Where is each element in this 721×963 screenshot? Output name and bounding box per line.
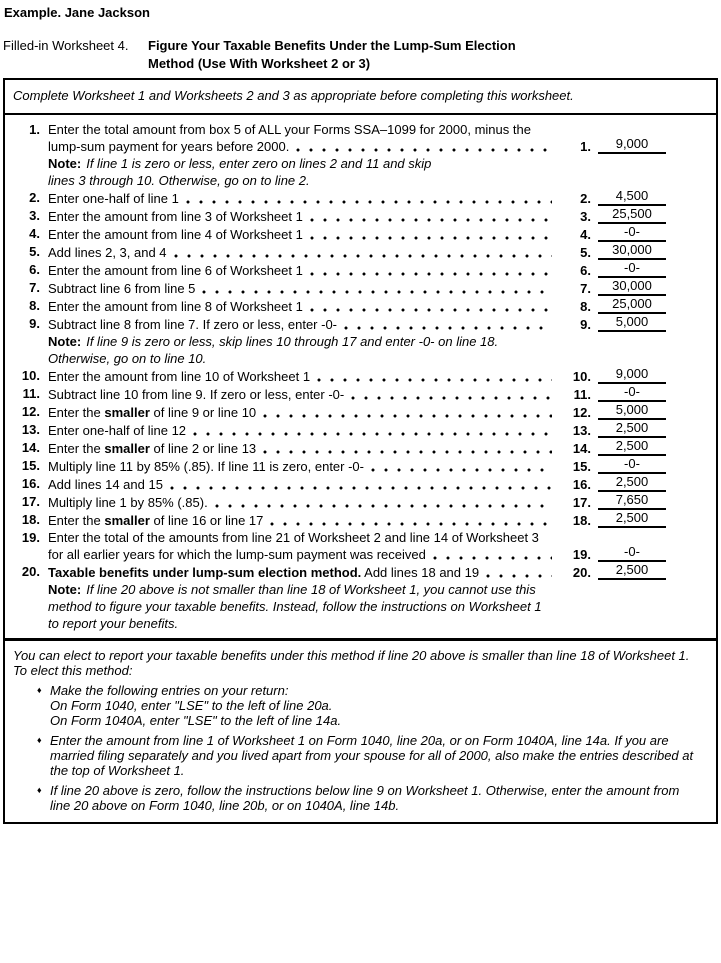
line-10-amount: 9,000 (598, 367, 666, 384)
text-segments (48, 121, 531, 138)
text-line (48, 422, 558, 439)
amount-line-number: 13. (572, 423, 591, 438)
election-intro-line1: You can elect to report your taxable benefits under this method if line 20 above is smaller than line 18 of Worksheet 1. (13, 648, 690, 663)
amount-line-number: 6. (580, 263, 591, 278)
worksheet-line-18 (5, 511, 716, 529)
text-segments (48, 208, 303, 225)
line-text (48, 226, 558, 243)
text-line (48, 298, 558, 315)
text-pre: Subtract line 6 from line 5 (48, 281, 196, 296)
text-bold: Taxable benefits under lump-sum election method. (48, 565, 362, 580)
amount-line-number: 3. (580, 209, 591, 224)
amount-group (558, 297, 673, 315)
worksheet-line-20 (5, 563, 716, 581)
bullet-text-line: If line 20 above is zero, follow the instructions below line 9 on Worksheet 1. Otherwise, enter the amount from (50, 783, 680, 798)
amount-group (558, 457, 673, 475)
text-segments (48, 244, 167, 261)
text-pre: Add lines 14 and 15 (48, 477, 163, 492)
dot-leader (170, 486, 552, 490)
text-segments (48, 422, 186, 439)
amount-group (558, 421, 673, 439)
amount-line-number: 9. (580, 317, 591, 332)
note-label: Note: (48, 156, 82, 171)
amount-line-number: 5. (580, 245, 591, 260)
text-segments (48, 386, 344, 403)
line-text (48, 529, 558, 563)
text-line (48, 529, 558, 546)
amount-line-number: 10. (572, 369, 591, 384)
line-text (48, 386, 558, 403)
text-segments (48, 529, 539, 546)
line-3-amount: 25,500 (598, 207, 666, 224)
line-12-amount: 5,000 (598, 403, 666, 420)
dot-leader (193, 432, 552, 436)
line-20-amount: 2,500 (598, 563, 666, 580)
note-line (48, 155, 716, 172)
text-post: Add lines 18 and 19 (361, 565, 480, 580)
dot-leader (202, 290, 552, 294)
text-post: of line 2 or line 13 (149, 441, 257, 456)
text-pre: Subtract line 10 from line 9. If zero or less, enter -0- (48, 387, 345, 402)
note-italic-text: If line 1 is zero or less, enter zero on lines 2 and 11 and skip (86, 156, 432, 171)
line-number: 13. (21, 422, 40, 437)
line-4-amount: -0- (598, 225, 666, 242)
line-text (48, 458, 558, 475)
text-segments (48, 494, 208, 511)
amount-group (558, 493, 673, 511)
line-number: 4. (29, 226, 40, 241)
line-text (48, 190, 558, 207)
note-italic-text: If line 9 is zero or less, skip lines 10 through 17 and enter -0- on line 18. (86, 334, 499, 349)
dot-leader (433, 556, 552, 560)
worksheet-title-line1: Figure Your Taxable Benefits Under the Lump-Sum Election (148, 38, 516, 53)
amount-group (558, 563, 673, 581)
amount-group (558, 225, 673, 243)
note-text (48, 155, 716, 189)
line-text (48, 404, 558, 421)
text-line (48, 564, 558, 581)
amount-line-number: 12. (572, 405, 591, 420)
line-text (48, 262, 558, 279)
text-pre: Multiply line 1 by 85% (.85). (48, 495, 208, 510)
text-segments (48, 226, 303, 243)
text-pre: Enter the total amount from box 5 of ALL your Forms SSA–1099 for 2000, minus the (48, 122, 531, 137)
election-bullet (13, 783, 708, 813)
line-11-amount: -0- (598, 385, 666, 402)
bullet-diamond-icon: ♦ (37, 735, 42, 745)
amount-line-number: 7. (580, 281, 591, 296)
worksheet-line-12 (5, 403, 716, 421)
text-line (48, 546, 558, 563)
text-pre: Enter the amount from line 8 of Worksheet 1 (48, 299, 303, 314)
note-label: Note: (48, 334, 82, 349)
amount-line-number: 16. (572, 477, 591, 492)
worksheet-title-line2: Method (Use With Worksheet 2 or 3) (148, 56, 371, 71)
text-pre: Enter the amount from line 4 of Worksheet 1 (48, 227, 303, 242)
amount-line-number: 20. (572, 565, 591, 580)
note-line (48, 598, 716, 615)
amount-group (558, 439, 673, 457)
text-segments (48, 458, 364, 475)
line-17-amount: 7,650 (598, 493, 666, 510)
worksheet-note (5, 333, 716, 367)
dot-leader (310, 218, 552, 222)
worksheet-line-9 (5, 315, 716, 333)
text-line (48, 121, 558, 138)
text-pre: Multiply line 11 by 85% (.85). If line 11 is zero, enter -0- (48, 459, 364, 474)
election-intro-line2: To elect this method: (13, 663, 133, 678)
text-pre: for all earlier years for which the lump-sum payment was received (48, 547, 426, 562)
line-19-amount: -0- (598, 545, 666, 562)
worksheet-line-15 (5, 457, 716, 475)
line-6-amount: -0- (598, 261, 666, 278)
worksheet-rows (5, 115, 716, 641)
line-number: 16. (21, 476, 40, 491)
line-text (48, 440, 558, 457)
text-pre: Subtract line 8 from line 7. If zero or less, enter -0- (48, 317, 338, 332)
line-number: 2. (29, 190, 40, 205)
example-heading: Example. Jane Jackson (4, 5, 150, 20)
election-bullet (13, 683, 708, 728)
text-segments (48, 564, 479, 581)
line-9-amount: 5,000 (598, 315, 666, 332)
text-pre: lump-sum payment for years before 2000. (48, 139, 290, 154)
text-line (48, 262, 558, 279)
text-post: of line 16 or line 17 (149, 513, 264, 528)
dot-leader (310, 272, 552, 276)
bullet-text-line: married filing separately and you lived apart from your spouse for all of 2000, also make the entries described at (50, 748, 694, 763)
text-bold: smaller (104, 405, 150, 420)
line-number: 20. (21, 564, 40, 579)
text-line (48, 244, 558, 261)
line-number: 11. (22, 386, 40, 401)
line-number: 12. (21, 404, 40, 419)
dot-leader (186, 200, 552, 204)
text-segments (48, 512, 263, 529)
worksheet-title (148, 37, 516, 73)
amount-line-number: 18. (572, 513, 591, 528)
line-15-amount: -0- (598, 457, 666, 474)
text-pre: Enter the (48, 513, 105, 528)
bullet-text (50, 683, 708, 728)
text-line (48, 476, 558, 493)
text-line (48, 368, 558, 385)
bullet-text-line: On Form 1040A, enter "LSE" to the left of line 14a. (50, 713, 342, 728)
text-pre: Enter the (48, 441, 105, 456)
text-segments (48, 138, 289, 155)
bullet-text-line: the top of Worksheet 1. (50, 763, 185, 778)
bullet-text (50, 783, 708, 813)
line-number: 14. (21, 440, 40, 455)
text-segments (48, 368, 310, 385)
note-line (48, 615, 716, 632)
note-italic-text: If line 20 above is not smaller than line 18 of Worksheet 1, you cannot use this (86, 582, 536, 597)
note-label: Note: (48, 582, 82, 597)
text-line (48, 512, 558, 529)
worksheet-note (5, 581, 716, 632)
text-segments (48, 404, 256, 421)
text-line (48, 226, 558, 243)
text-pre: Enter the (48, 405, 105, 420)
worksheet-line-3 (5, 207, 716, 225)
amount-line-number: 8. (580, 299, 591, 314)
worksheet-label: Filled-in Worksheet 4. (3, 38, 129, 53)
line-number: 18. (21, 512, 40, 527)
line-number: 15. (21, 458, 40, 473)
worksheet-line-11 (5, 385, 716, 403)
note-line (48, 350, 716, 367)
dot-leader (310, 236, 552, 240)
text-pre: Enter one-half of line 1 (48, 191, 179, 206)
worksheet-line-13 (5, 421, 716, 439)
dot-leader (296, 148, 552, 152)
line-number: 6. (29, 262, 40, 277)
worksheet-line-14 (5, 439, 716, 457)
line-1-amount: 9,000 (598, 137, 666, 154)
note-italic-text: to report your benefits. (48, 616, 179, 631)
worksheet-instructions: Complete Worksheet 1 and Worksheets 2 and 3 as appropriate before completing this worksheet. (5, 80, 716, 115)
text-line (48, 494, 558, 511)
text-line (48, 280, 558, 297)
line-number: 3. (29, 208, 40, 223)
dot-leader (344, 326, 552, 330)
worksheet-line-17 (5, 493, 716, 511)
text-pre: Enter the total of the amounts from line 21 of Worksheet 2 and line 14 of Worksheet 3 (48, 530, 539, 545)
worksheet-heading (3, 37, 718, 73)
bullet-text-line: Enter the amount from line 1 of Worksheet 1 on Form 1040, line 20a, or on Form 1040A, line 14a. If you are (50, 733, 669, 748)
worksheet-box (3, 78, 718, 824)
election-bullet (13, 733, 708, 778)
worksheet-line-8 (5, 297, 716, 315)
amount-group (558, 207, 673, 225)
text-line (48, 316, 558, 333)
worksheet-line-2 (5, 189, 716, 207)
bullet-text-line: line 20 above on Form 1040, line 20b, or on 1040A, line 14b. (50, 798, 400, 813)
text-pre: Add lines 2, 3, and 4 (48, 245, 167, 260)
line-text (48, 494, 558, 511)
line-text (48, 121, 558, 155)
text-bold: smaller (104, 441, 150, 456)
worksheet-line-16 (5, 475, 716, 493)
line-text (48, 564, 558, 581)
text-pre: Enter the amount from line 6 of Worksheet 1 (48, 263, 303, 278)
text-bold: smaller (104, 513, 150, 528)
note-line (48, 172, 716, 189)
worksheet-line-4 (5, 225, 716, 243)
worksheet-line-1 (5, 121, 716, 155)
text-segments (48, 440, 256, 457)
text-pre: Enter the amount from line 3 of Worksheet 1 (48, 209, 303, 224)
line-2-amount: 4,500 (598, 189, 666, 206)
bullet-text-line: On Form 1040, enter "LSE" to the left of line 20a. (50, 698, 333, 713)
bullet-text (50, 733, 708, 778)
text-segments (48, 190, 179, 207)
line-text (48, 476, 558, 493)
amount-line-number: 1. (580, 139, 591, 154)
line-number: 8. (29, 298, 40, 313)
bullet-diamond-icon: ♦ (37, 685, 42, 695)
amount-group (558, 189, 673, 207)
amount-group (558, 475, 673, 493)
dot-leader (317, 378, 552, 382)
amount-line-number: 14. (572, 441, 591, 456)
text-line (48, 458, 558, 475)
amount-line-number: 2. (580, 191, 591, 206)
text-pre: Enter one-half of line 12 (48, 423, 187, 438)
dot-leader (310, 308, 552, 312)
line-text (48, 368, 558, 385)
note-italic-text: method to figure your taxable benefits. Instead, follow the instructions on Worksheet 1 (48, 599, 542, 614)
text-line (48, 208, 558, 225)
worksheet-line-5 (5, 243, 716, 261)
worksheet-note (5, 155, 716, 189)
line-number: 17. (21, 494, 40, 509)
worksheet-line-6 (5, 261, 716, 279)
amount-line-number: 11. (573, 387, 591, 402)
line-text (48, 316, 558, 333)
amount-group (558, 137, 673, 155)
amount-group (558, 243, 673, 261)
text-line (48, 404, 558, 421)
worksheet-line-7 (5, 279, 716, 297)
note-italic-text: lines 3 through 10. Otherwise, go on to line 2. (48, 173, 310, 188)
amount-line-number: 19. (572, 547, 591, 562)
line-text (48, 244, 558, 261)
amount-line-number: 15. (572, 459, 591, 474)
line-text (48, 512, 558, 529)
bullet-diamond-icon: ♦ (37, 785, 42, 795)
line-16-amount: 2,500 (598, 475, 666, 492)
dot-leader (215, 504, 552, 508)
line-13-amount: 2,500 (598, 421, 666, 438)
text-segments (48, 262, 303, 279)
bullet-text-line: Make the following entries on your return: (50, 683, 289, 698)
text-segments (48, 546, 426, 563)
line-text (48, 280, 558, 297)
election-bullets (13, 683, 708, 813)
text-line (48, 440, 558, 457)
text-segments (48, 316, 337, 333)
amount-group (558, 403, 673, 421)
line-number: 9. (29, 316, 40, 331)
dot-leader (263, 450, 552, 454)
text-post: of line 9 or line 10 (149, 405, 257, 420)
line-number: 19. (21, 530, 40, 545)
amount-group (558, 261, 673, 279)
line-5-amount: 30,000 (598, 243, 666, 260)
text-segments (48, 298, 303, 315)
dot-leader (351, 396, 552, 400)
line-number: 1. (29, 122, 40, 137)
dot-leader (486, 574, 552, 578)
text-line (48, 386, 558, 403)
worksheet-line-19 (5, 529, 716, 563)
worksheet-line-10 (5, 367, 716, 385)
text-pre: Enter the amount from line 10 of Worksheet 1 (48, 369, 311, 384)
amount-group (558, 385, 673, 403)
text-segments (48, 476, 163, 493)
line-8-amount: 25,000 (598, 297, 666, 314)
line-text (48, 298, 558, 315)
line-14-amount: 2,500 (598, 439, 666, 456)
amount-group (558, 279, 673, 297)
note-line (48, 333, 716, 350)
line-number: 7. (29, 280, 40, 295)
dot-leader (270, 522, 552, 526)
note-italic-text: Otherwise, go on to line 10. (48, 351, 207, 366)
amount-group (558, 367, 673, 385)
dot-leader (263, 414, 552, 418)
note-text (48, 333, 716, 367)
amount-group (558, 545, 673, 563)
text-line (48, 190, 558, 207)
line-7-amount: 30,000 (598, 279, 666, 296)
dot-leader (371, 468, 552, 472)
line-number: 10. (21, 368, 40, 383)
amount-group (558, 315, 673, 333)
election-section (5, 641, 716, 822)
amount-line-number: 4. (580, 227, 591, 242)
note-text (48, 581, 716, 632)
text-line (48, 138, 558, 155)
line-number: 5. (29, 244, 40, 259)
text-segments (48, 280, 195, 297)
dot-leader (174, 254, 552, 258)
line-text (48, 422, 558, 439)
line-18-amount: 2,500 (598, 511, 666, 528)
note-line (48, 581, 716, 598)
line-text (48, 208, 558, 225)
amount-group (558, 511, 673, 529)
amount-line-number: 17. (572, 495, 591, 510)
